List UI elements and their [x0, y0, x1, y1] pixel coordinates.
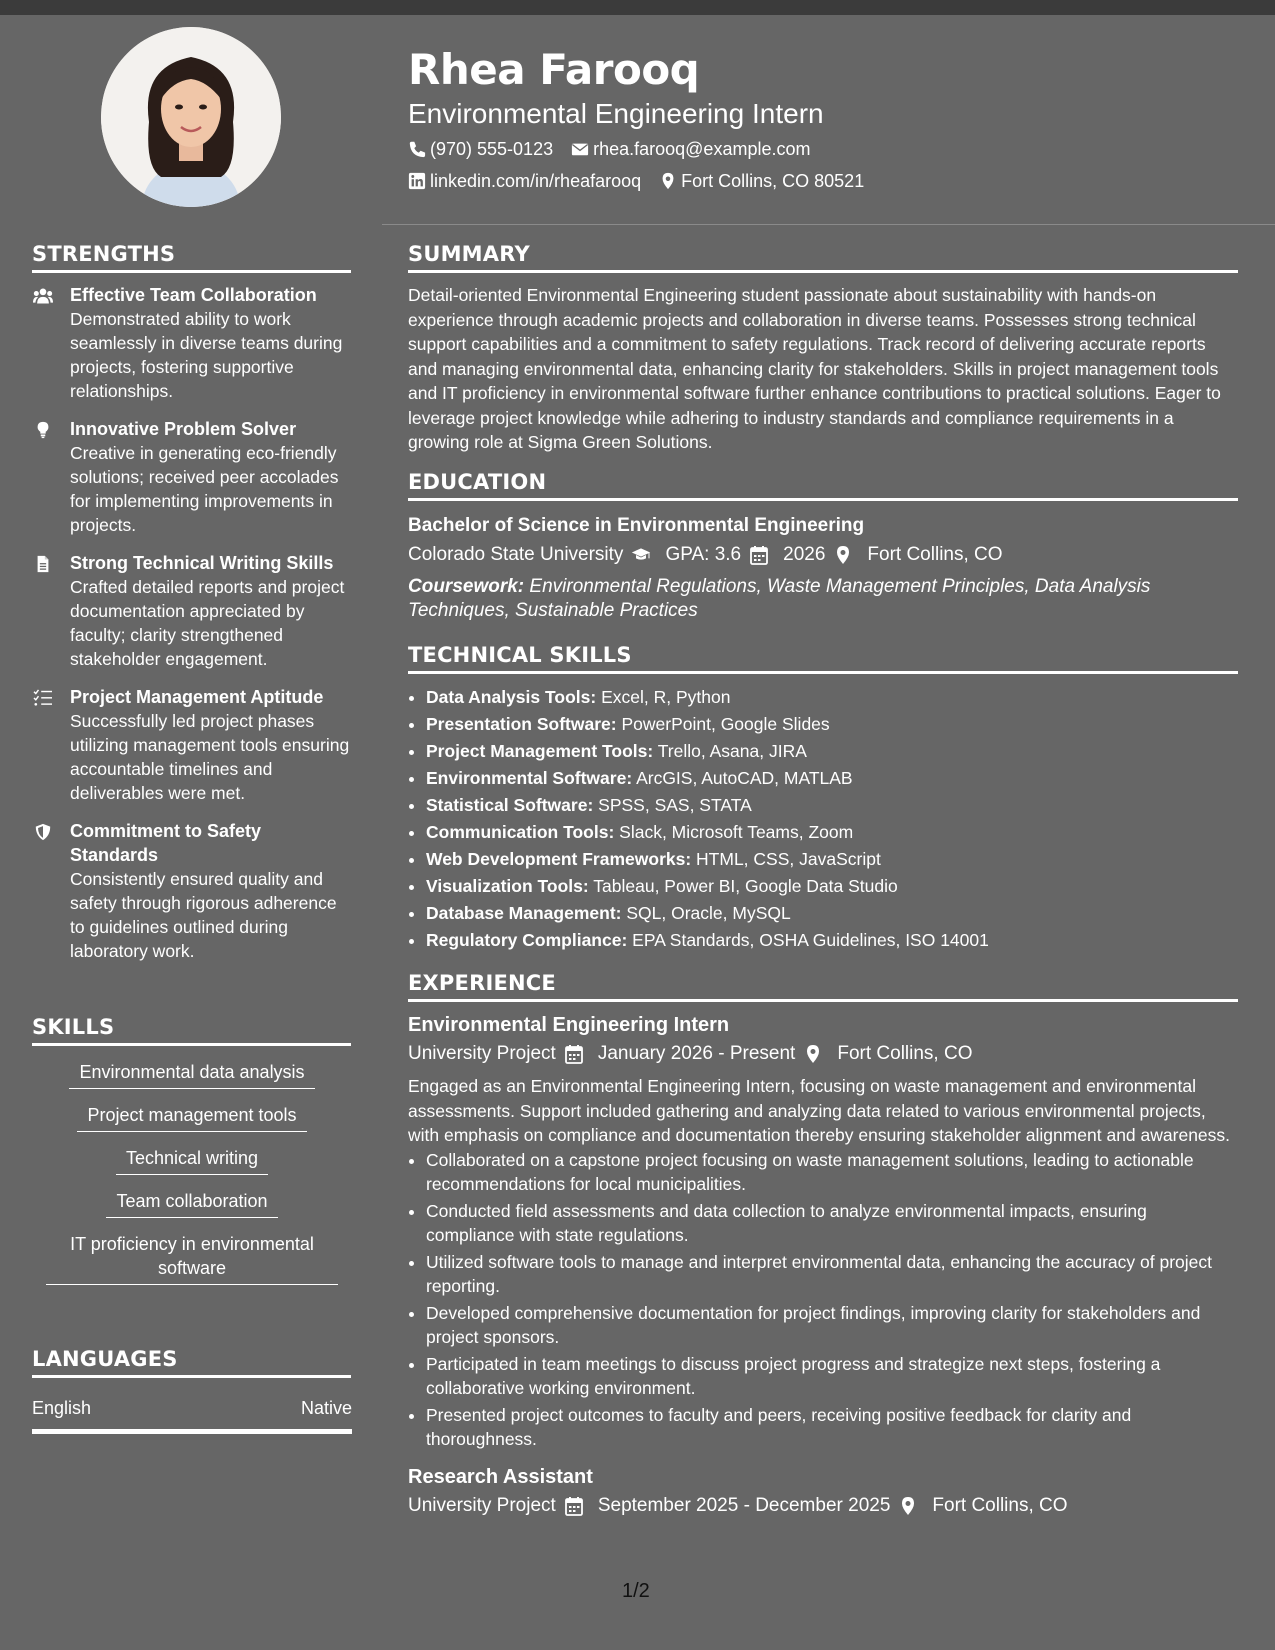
tech-skill-value: ArcGIS, AutoCAD, MATLAB: [636, 768, 853, 788]
skills-list: [32, 1060, 352, 1299]
strengths-title: STRENGTHS: [32, 242, 351, 273]
header-divider: [382, 224, 1275, 225]
top-bar: [0, 0, 1275, 15]
tech-skill-label: Visualization Tools:: [426, 876, 589, 896]
strength-item: [32, 685, 352, 805]
job-title: Environmental Engineering Intern: [408, 1014, 730, 1036]
education-meta: [408, 541, 1238, 569]
skill-item: Team collaboration: [106, 1189, 277, 1218]
skills-section: [32, 1015, 352, 1299]
job-dates-text: September 2025 - December 2025: [597, 1494, 891, 1516]
summary-title: SUMMARY: [408, 242, 1238, 273]
phone-icon: [408, 140, 426, 158]
tech-skill-item: [426, 765, 1238, 792]
tech-skill-value: Trello, Asana, JIRA: [657, 741, 807, 761]
language-name: English: [32, 1398, 92, 1418]
strengths-list: [32, 283, 352, 963]
linkedin-contact[interactable]: [408, 169, 641, 193]
candidate-name: Rhea Farooq: [408, 45, 700, 94]
tech-skill-value: Tableau, Power BI, Google Data Studio: [593, 876, 898, 896]
tech-skill-label: Communication Tools:: [426, 822, 615, 842]
skill-item: Environmental data analysis: [69, 1060, 314, 1089]
tech-skill-item: [426, 738, 1238, 765]
job-dates: [598, 1040, 824, 1068]
page-number: 1/2: [622, 1580, 650, 1602]
experience-section: [408, 971, 1238, 1520]
tech-skill-label: Presentation Software:: [426, 714, 617, 734]
job-org-text: University Project: [408, 1494, 556, 1516]
resume-page: [0, 15, 1275, 1650]
location-pin-icon: [803, 1044, 823, 1064]
lightbulb-icon: [32, 420, 54, 440]
experience-title: EXPERIENCE: [408, 971, 1238, 1002]
summary-text: Detail-oriented Environmental Engineering student passionate about sustainability with hands-on experience through academic projects and collaboration in diverse teams. Possesses strong technical support capabilities and a commitment to safety regulations. Track record of delivering accurate reports and managing environmental data, enhancing clarity for stakeholders. Skills in project management tools and IT proficiency in environmental software further enhance contributions to practical solutions. Eager to leverage project knowledge while adhering to industry standards and compliance requirements in a growing role at Sigma Green Solutions.: [408, 285, 1221, 452]
school-text: Colorado State University: [408, 544, 624, 565]
summary-section: [408, 242, 1238, 455]
profile-photo-image: [101, 27, 281, 207]
job-org: [408, 1492, 584, 1520]
email-icon: [571, 140, 589, 158]
strength-desc: Consistently ensured quality and safety through rigorous adherence to guidelines outlined during laboratory work.: [70, 869, 337, 961]
tech-skill-value: Excel, R, Python: [601, 687, 731, 707]
location-pin-icon: [659, 172, 677, 190]
tech-skill-value: SPSS, SAS, STATA: [598, 795, 752, 815]
linkedin-text[interactable]: linkedin.com/in/rheafarooq: [430, 171, 642, 191]
linkedin-icon: [408, 172, 426, 190]
calendar-icon: [564, 1044, 584, 1064]
candidate-title: Environmental Engineering Intern: [408, 98, 824, 129]
skill-item: Project management tools: [77, 1103, 306, 1132]
job-title: Research Assistant: [408, 1465, 593, 1488]
tech-skill-label: Environmental Software:: [426, 768, 633, 788]
skills-title: SKILLS: [32, 1015, 351, 1046]
job-bullet: • Developed comprehensive documentation for project findings, improving clarity for stakeholders and project sponsors.: [426, 1301, 1238, 1350]
strength-title: Commitment to Safety Standards: [70, 821, 262, 865]
strength-item: [32, 819, 352, 963]
strength-desc: Demonstrated ability to work seamlessly in diverse teams during projects, fostering supportive relationships.: [70, 309, 343, 401]
profile-photo: [101, 27, 281, 207]
job-bullet: • Collaborated on a capstone project focusing on waste management solutions, leading to actionable recommendations for local municipalities.: [426, 1148, 1238, 1197]
calendar-icon: [564, 1496, 584, 1516]
strength-desc: Creative in generating eco-friendly solutions; received peer accolades for implementing improvements in projects.: [70, 443, 339, 535]
strength-item: [32, 551, 352, 671]
location-pin-icon: [898, 1496, 918, 1516]
job-description: Engaged as an Environmental Engineering Intern, focusing on waste management and environmental assessments. Support included gathering and analyzing data related to various environmental projects, with emphasis on compliance and documentation thereby ensuring stakeholder alignment and awareness.: [408, 1076, 1231, 1145]
job-meta: [408, 1492, 1238, 1520]
technical-skills-section: [408, 643, 1238, 954]
tech-skill-item: [426, 819, 1238, 846]
tech-skill-value: HTML, CSS, JavaScript: [696, 849, 881, 869]
users-icon: [32, 286, 54, 306]
strength-title: Innovative Problem Solver: [70, 419, 297, 439]
email-text[interactable]: rhea.farooq@example.com: [593, 139, 811, 159]
tech-skill-item: [426, 873, 1238, 900]
job-dates-text: January 2026 - Present: [597, 1043, 796, 1064]
phone-text: (970) 555-0123: [430, 139, 554, 159]
location-contact: [659, 169, 864, 193]
phone-contact: [408, 137, 553, 161]
job-meta: [408, 1040, 1238, 1068]
tech-skill-item: [426, 684, 1238, 711]
coursework-label: Coursework:: [408, 576, 525, 597]
strength-title: Effective Team Collaboration: [70, 285, 317, 305]
tech-skill-value: SQL, Oracle, MySQL: [626, 903, 791, 923]
degree-name: Bachelor of Science in Environmental Engineering: [408, 515, 865, 536]
job-location: Fort Collins, CO: [932, 1494, 1068, 1516]
education-title: EDUCATION: [408, 470, 1238, 501]
location-pin-icon: [833, 545, 853, 565]
graduation-cap-icon: [631, 545, 651, 565]
tech-skill-item: [426, 927, 1238, 954]
job-bullet: • Utilized software tools to manage and interpret environmental data, enhancing the accuracy of project reporting.: [426, 1250, 1238, 1299]
tech-skill-value: PowerPoint, Google Slides: [621, 714, 830, 734]
education-location: Fort Collins, CO: [867, 544, 1003, 565]
job-location: Fort Collins, CO: [837, 1043, 973, 1064]
coursework: [408, 575, 1238, 623]
tech-skill-item: [426, 900, 1238, 927]
coursework-text: Environmental Regulations, Waste Management Principles, Data Analysis Techniques, Sustainable Practices: [408, 576, 1151, 621]
tech-skill-label: Regulatory Compliance:: [426, 930, 628, 950]
tech-skill-item: [426, 846, 1238, 873]
language-row: [32, 1398, 352, 1434]
strength-title: Project Management Aptitude: [70, 687, 324, 707]
tech-skill-item: [426, 711, 1238, 738]
tech-skill-label: Statistical Software:: [426, 795, 594, 815]
tech-skill-item: [426, 792, 1238, 819]
email-contact[interactable]: [571, 137, 810, 161]
gpa-text: GPA: 3.6: [665, 544, 742, 565]
job-bullet: • Participated in team meetings to discuss project progress and strategize next steps, fostering a collaborative working environment.: [426, 1352, 1238, 1401]
tech-skill-label: Data Analysis Tools:: [426, 687, 597, 707]
graduation-year: [783, 541, 853, 569]
skill-item: IT proficiency in environmental software: [46, 1232, 338, 1285]
year-text: 2026: [783, 544, 826, 565]
tech-skill-label: Database Management:: [426, 903, 622, 923]
job-bullet: • Conducted field assessments and data collection to analyze environmental impacts, ensuring compliance with state regulations.: [426, 1199, 1238, 1248]
job-org: [408, 1040, 584, 1068]
technical-skills-title: TECHNICAL SKILLS: [408, 643, 1238, 674]
strength-title: Strong Technical Writing Skills: [70, 553, 334, 573]
languages-section: [32, 1347, 352, 1434]
resume-header: [408, 43, 1238, 193]
tech-skill-value: EPA Standards, OSHA Guidelines, ISO 14001: [632, 930, 989, 950]
language-level: Native: [300, 1398, 352, 1418]
strengths-section: [32, 242, 352, 977]
shield-icon: [32, 822, 54, 842]
tech-skill-label: Web Development Frameworks:: [426, 849, 692, 869]
technical-skills-list: [408, 684, 1238, 954]
calendar-icon: [749, 545, 769, 565]
checklist-icon: [32, 688, 54, 708]
skill-item: Technical writing: [116, 1146, 268, 1175]
school-name: [408, 541, 651, 569]
contact-row: [408, 169, 1238, 193]
strength-desc: Crafted detailed reports and project documentation appreciated by faculty; clarity strengthened stakeholder engagement.: [70, 577, 345, 669]
job-bullets: [408, 1148, 1238, 1452]
location-text: Fort Collins, CO 80521: [681, 171, 865, 191]
strength-desc: Successfully led project phases utilizing management tools ensuring accountable timelines and deliverables were met.: [70, 711, 350, 803]
strength-item: [32, 417, 352, 537]
gpa: [665, 541, 769, 569]
contact-row: [408, 137, 1238, 161]
tech-skill-label: Project Management Tools:: [426, 741, 654, 761]
tech-skill-value: Slack, Microsoft Teams, Zoom: [619, 822, 854, 842]
languages-title: LANGUAGES: [32, 1347, 351, 1378]
document-icon: [32, 554, 54, 574]
job-dates: [598, 1492, 919, 1520]
education-section: [408, 470, 1238, 623]
job-bullet: • Presented project outcomes to faculty and peers, receiving positive feedback for clarity and thoroughness.: [426, 1403, 1238, 1452]
strength-item: [32, 283, 352, 403]
job-org-text: University Project: [408, 1043, 556, 1064]
